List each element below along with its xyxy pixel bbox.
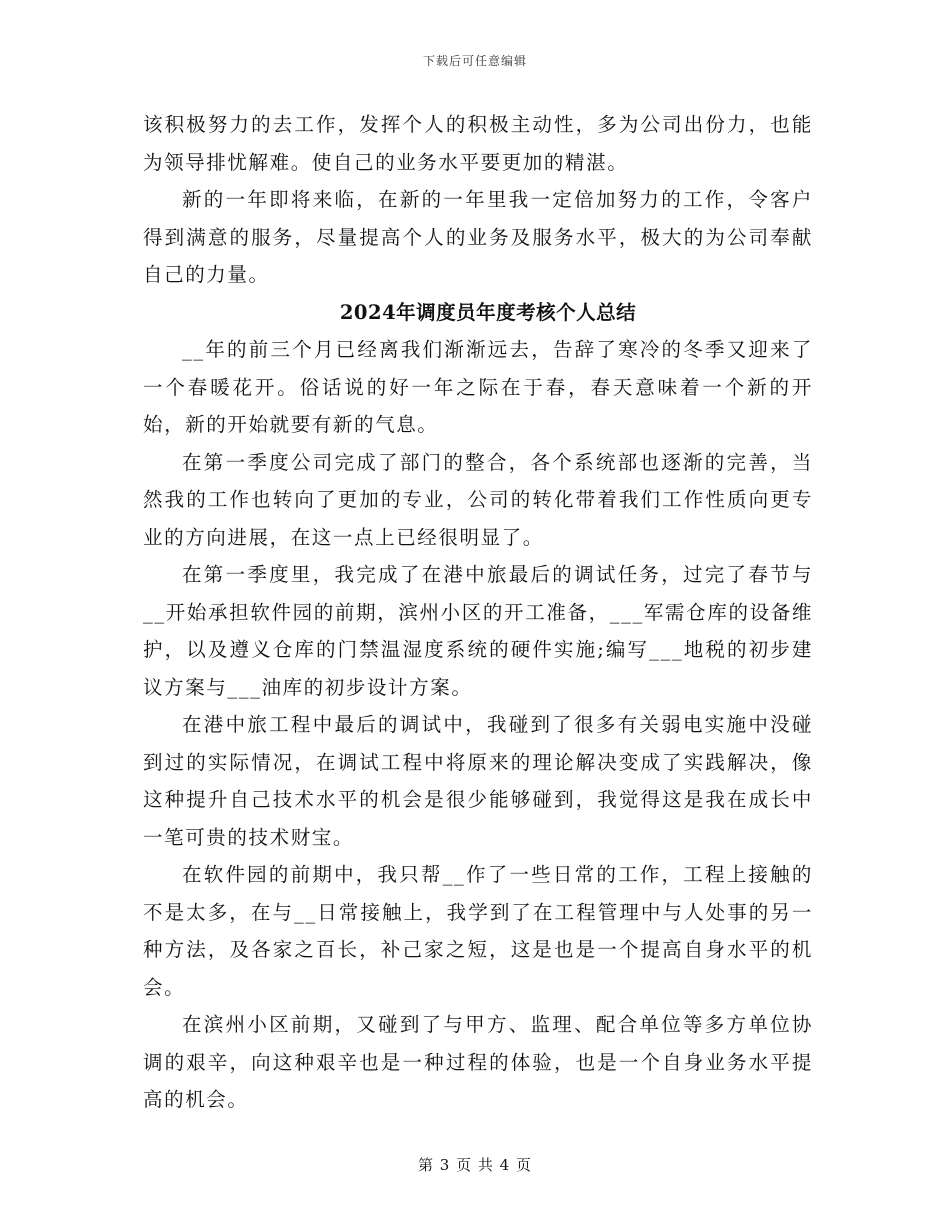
paragraph: 在第一季度公司完成了部门的整合，各个系统部也逐渐的完善，当然我的工作也转向了更加的专业，公司的转化带着我们工作性质向更专业的方向进展，在这一点上已经很明显了。	[143, 450, 813, 549]
document-body	[143, 106, 813, 1119]
page-header: 下载后可任意编辑	[422, 54, 527, 68]
paragraph: 在第一季度里，我完成了在港中旅最后的调试任务，过完了春节与__开始承担软件园的前期，滨州小区的开工准备，___军需仓库的设备维护，以及遵义仓库的门禁温湿度系统的硬件实施;编写___地税的初步建议方案与___油库的初步设计方案。	[143, 563, 813, 699]
paragraph: 新的一年即将来临，在新的一年里我一定倍加努力的工作，令客户得到满意的服务，尽量提高个人的业务及服务水平，极大的为公司奉献自己的力量。	[143, 188, 813, 286]
page-number: 第 3 页 共 4 页	[418, 1156, 532, 1174]
paragraph: __年的前三个月已经离我们渐渐远去，告辞了寒冷的冬季又迎来了一个春暖花开。俗话说的好一年之际在于春，春天意味着一个新的开始，新的开始就要有新的气息。	[143, 338, 813, 436]
paragraph: 在滨州小区前期，又碰到了与甲方、监理、配合单位等多方单位协调的艰辛，向这种艰辛也是一种过程的体验，也是一个自身业务水平提高的机会。	[143, 1013, 813, 1111]
paragraph: 在软件园的前期中，我只帮__作了一些日常的工作，工程上接触的不是太多，在与__日常接触上，我学到了在工程管理中与人处事的另一种方法，及各家之百长，补己家之短，这是也是一个提高自身水平的机会。	[143, 863, 813, 999]
paragraph-continuation: 该积极努力的去工作，发挥个人的积极主动性，多为公司出份力，也能为领导排忧解难。使自己的业务水平要更加的精湛。	[143, 113, 813, 174]
section-heading: 2024年调度员年度考核个人总结	[339, 300, 637, 324]
paragraph: 在港中旅工程中最后的调试中，我碰到了很多有关弱电实施中没碰到过的实际情况，在调试工程中将原来的理论解决变成了实践解决，像这种提升自己技术水平的机会是很少能够碰到，我觉得这是我在成长中一笔可贵的技术财宝。	[143, 713, 813, 849]
